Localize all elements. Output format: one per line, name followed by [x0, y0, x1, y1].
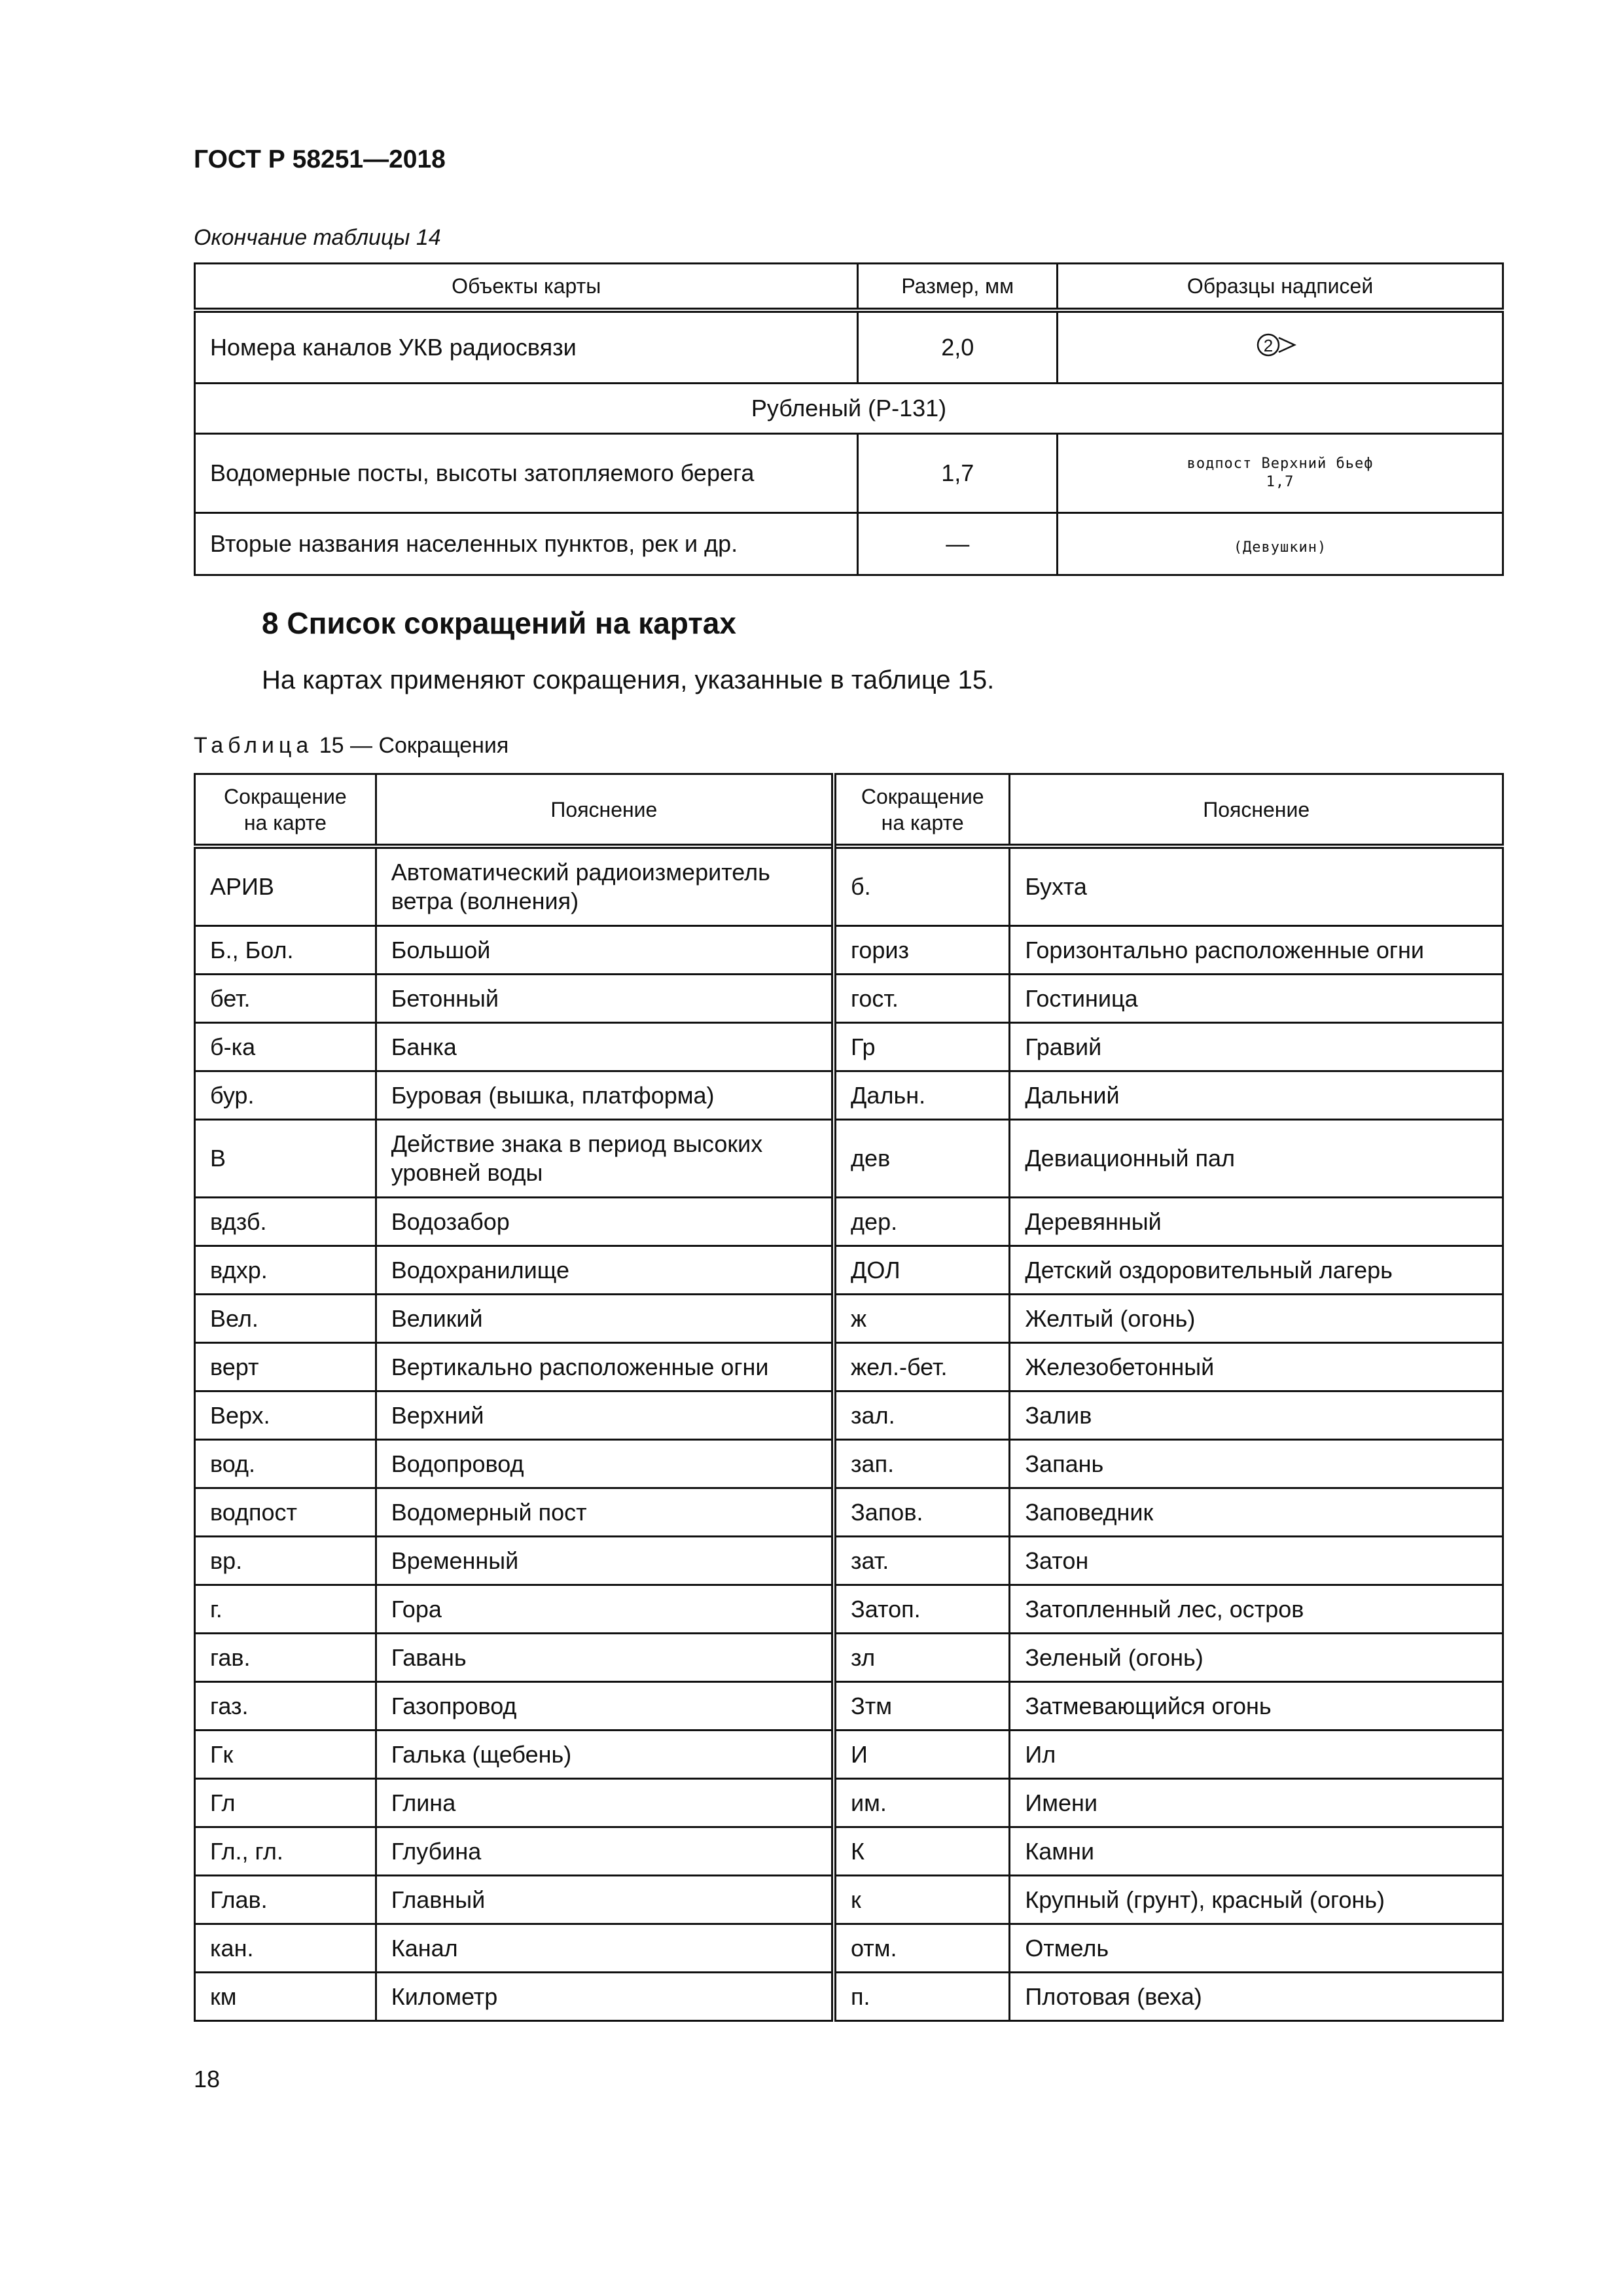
t15-expl-left: Гора — [376, 1585, 834, 1634]
t15-abbr-left: кан. — [195, 1924, 376, 1973]
t15-header-abbr-line1: Сокращение — [861, 784, 984, 808]
t15-abbr-right: гориз — [834, 926, 1010, 975]
table-row — [195, 1440, 1503, 1488]
t15-abbr-left: В — [195, 1120, 376, 1198]
table-row — [195, 1731, 1503, 1779]
t15-expl-left: Главный — [376, 1876, 834, 1924]
t15-abbr-left: б-ка — [195, 1023, 376, 1071]
t15-abbr-left: вод. — [195, 1440, 376, 1488]
table15-caption-label: Таблица — [194, 733, 313, 758]
t15-header-abbr-line2: на карте — [881, 810, 964, 834]
t15-abbr-right: Зтм — [834, 1682, 1010, 1731]
t15-abbr-left: верт — [195, 1343, 376, 1391]
t15-expl-left: Километр — [376, 1973, 834, 2021]
table14-caption: Окончание таблицы 14 — [194, 225, 441, 250]
t15-expl-right: Заповедник — [1010, 1488, 1503, 1537]
t15-expl-right: Бухта — [1010, 846, 1503, 926]
t15-header-abbr-right — [834, 774, 1010, 847]
t15-abbr-left: бет. — [195, 975, 376, 1023]
t14-sample — [1058, 310, 1503, 384]
t15-abbr-left: вдхр. — [195, 1246, 376, 1295]
t15-abbr-left: Вел. — [195, 1295, 376, 1343]
t15-body — [195, 846, 1503, 2021]
table-row — [195, 1120, 1503, 1198]
t15-expl-left: Великий — [376, 1295, 834, 1343]
t15-expl-left: Газопровод — [376, 1682, 834, 1731]
t15-abbr-left: Гл — [195, 1779, 376, 1827]
t14-header-objects: Объекты карты — [195, 264, 858, 311]
t15-abbr-right: дев — [834, 1120, 1010, 1198]
t15-abbr-right: Затоп. — [834, 1585, 1010, 1634]
table-row — [195, 975, 1503, 1023]
t15-expl-right: Желтый (огонь) — [1010, 1295, 1503, 1343]
table-row — [195, 1682, 1503, 1731]
t15-header-abbr-line2: на карте — [243, 810, 327, 834]
t15-expl-right: Затон — [1010, 1537, 1503, 1585]
t15-abbr-left: вр. — [195, 1537, 376, 1585]
table-row — [195, 1537, 1503, 1585]
t15-abbr-left: Гк — [195, 1731, 376, 1779]
page-number: 18 — [194, 2066, 221, 2092]
t15-abbr-right: жел.-бет. — [834, 1343, 1010, 1391]
t15-abbr-left: г. — [195, 1585, 376, 1634]
t15-expl-left: Бетонный — [376, 975, 834, 1023]
t15-expl-right: Железобетонный — [1010, 1343, 1503, 1391]
t15-expl-left: Глина — [376, 1779, 834, 1827]
t14-object: Номера каналов УКВ радиосвязи — [195, 310, 858, 384]
t15-expl-left: Вертикально расположенные огни — [376, 1343, 834, 1391]
t14-sample-text: (Девушкин) — [1233, 539, 1327, 556]
table-row — [195, 1198, 1503, 1246]
table-row — [195, 1634, 1503, 1682]
t15-abbr-right: Гр — [834, 1023, 1010, 1071]
table-row — [195, 1827, 1503, 1876]
t15-expl-left: Большой — [376, 926, 834, 975]
t15-expl-right: Зеленый (огонь) — [1010, 1634, 1503, 1682]
t15-expl-right: Запань — [1010, 1440, 1503, 1488]
t15-expl-right: Залив — [1010, 1391, 1503, 1440]
t15-abbr-right: К — [834, 1827, 1010, 1876]
t15-expl-right: Горизонтально расположенные огни — [1010, 926, 1503, 975]
table-row — [195, 926, 1503, 975]
table-row — [195, 1779, 1503, 1827]
t15-abbr-right: ДОЛ — [834, 1246, 1010, 1295]
table-row — [195, 1023, 1503, 1071]
t15-expl-right: Детский оздоровительный лагерь — [1010, 1246, 1503, 1295]
table-row — [195, 1973, 1503, 2021]
t15-expl-right: Дальний — [1010, 1071, 1503, 1120]
t15-expl-left: Буровая (вышка, платформа) — [376, 1071, 834, 1120]
t14-size: — — [858, 513, 1058, 575]
t15-abbr-left: км — [195, 1973, 376, 2021]
t14-header-samples: Образцы надписей — [1058, 264, 1503, 311]
section-title: 8 Список сокращений на картах — [262, 606, 736, 640]
table-row — [195, 1246, 1503, 1295]
t15-expl-right: Ил — [1010, 1731, 1503, 1779]
table-row — [195, 310, 1503, 384]
t15-abbr-right: Запов. — [834, 1488, 1010, 1537]
vhf-channel-marker-icon — [1254, 329, 1306, 361]
t15-expl-right: Затопленный лес, остров — [1010, 1585, 1503, 1634]
t15-abbr-right: зал. — [834, 1391, 1010, 1440]
table-row — [195, 1876, 1503, 1924]
t14-sample-line2: 1,7 — [1266, 474, 1294, 490]
t15-expl-left: Водопровод — [376, 1440, 834, 1488]
t15-abbr-left: гав. — [195, 1634, 376, 1682]
t15-header-abbr-line1: Сокращение — [224, 784, 347, 808]
t15-header-expl-left: Пояснение — [376, 774, 834, 847]
t15-expl-right: Плотовая (веха) — [1010, 1973, 1503, 2021]
t15-expl-right: Гравий — [1010, 1023, 1503, 1071]
t15-abbr-right: гост. — [834, 975, 1010, 1023]
vhf-channel-number: 2 — [1263, 335, 1274, 355]
t15-expl-left: Временный — [376, 1537, 834, 1585]
t15-abbr-left: Глав. — [195, 1876, 376, 1924]
t15-header-expl-right: Пояснение — [1010, 774, 1503, 847]
t15-expl-right: Затмевающийся огонь — [1010, 1682, 1503, 1731]
t15-expl-left: Гавань — [376, 1634, 834, 1682]
table-row — [195, 1391, 1503, 1440]
table-row — [195, 1295, 1503, 1343]
t15-abbr-right: отм. — [834, 1924, 1010, 1973]
t15-expl-right: Камни — [1010, 1827, 1503, 1876]
t14-size: 1,7 — [858, 434, 1058, 513]
table-14 — [194, 262, 1504, 576]
document-code: ГОСТ Р 58251—2018 — [194, 145, 446, 173]
t14-header-size: Размер, мм — [858, 264, 1058, 311]
t14-object: Водомерные посты, высоты затопляемого берега — [195, 434, 858, 513]
t15-expl-right: Девиационный пал — [1010, 1120, 1503, 1198]
table15-caption-rest: 15 — Сокращения — [313, 733, 509, 758]
t15-abbr-right: ж — [834, 1295, 1010, 1343]
t15-abbr-right: И — [834, 1731, 1010, 1779]
t15-abbr-right: б. — [834, 846, 1010, 926]
section-paragraph: На картах применяют сокращения, указанные в таблице 15. — [262, 666, 995, 694]
t15-abbr-left: вдзб. — [195, 1198, 376, 1246]
t15-abbr-right: Дальн. — [834, 1071, 1010, 1120]
table-row — [195, 846, 1503, 926]
t15-abbr-right: дер. — [834, 1198, 1010, 1246]
table-row — [195, 1585, 1503, 1634]
t15-expl-right: Крупный (грунт), красный (огонь) — [1010, 1876, 1503, 1924]
t15-abbr-right: зап. — [834, 1440, 1010, 1488]
t15-abbr-left: Верх. — [195, 1391, 376, 1440]
t15-expl-left: Водохранилище — [376, 1246, 834, 1295]
t15-abbr-right: п. — [834, 1973, 1010, 2021]
table15-caption — [194, 733, 508, 759]
t15-expl-left: Галька (щебень) — [376, 1731, 834, 1779]
t15-abbr-left: газ. — [195, 1682, 376, 1731]
t15-header-abbr-left — [195, 774, 376, 847]
t15-abbr-right: зат. — [834, 1537, 1010, 1585]
t15-expl-left: Водомерный пост — [376, 1488, 834, 1537]
t15-abbr-left: водпост — [195, 1488, 376, 1537]
t15-expl-left: Банка — [376, 1023, 834, 1071]
t15-expl-left: Водозабор — [376, 1198, 834, 1246]
t15-abbr-left: Б., Бол. — [195, 926, 376, 975]
t15-abbr-right: к — [834, 1876, 1010, 1924]
t14-sample-line1: водпост Верхний бьеф — [1186, 456, 1374, 472]
table-15 — [194, 773, 1504, 2022]
t15-expl-left: Действие знака в период высоких уровней воды — [376, 1120, 834, 1198]
t14-font-row: Рубленый (Р-131) — [195, 384, 1503, 434]
t15-expl-left: Верхний — [376, 1391, 834, 1440]
t15-expl-right: Имени — [1010, 1779, 1503, 1827]
t15-expl-left: Канал — [376, 1924, 834, 1973]
t14-sample — [1058, 434, 1503, 513]
t15-expl-right: Деревянный — [1010, 1198, 1503, 1246]
t14-sample — [1058, 513, 1503, 575]
t14-object: Вторые названия населенных пунктов, рек и др. — [195, 513, 858, 575]
t15-expl-right: Отмель — [1010, 1924, 1503, 1973]
t15-expl-left: Автоматический радиоизмеритель ветра (волнения) — [376, 846, 834, 926]
t15-abbr-right: зл — [834, 1634, 1010, 1682]
table-row — [195, 1488, 1503, 1537]
t15-expl-left: Глубина — [376, 1827, 834, 1876]
table-row — [195, 1071, 1503, 1120]
table-row — [195, 434, 1503, 513]
table-row — [195, 513, 1503, 575]
t15-abbr-right: им. — [834, 1779, 1010, 1827]
table-row — [195, 384, 1503, 434]
t15-abbr-left: АРИВ — [195, 846, 376, 926]
t15-abbr-left: Гл., гл. — [195, 1827, 376, 1876]
table-row — [195, 1343, 1503, 1391]
t15-abbr-left: бур. — [195, 1071, 376, 1120]
t14-size: 2,0 — [858, 310, 1058, 384]
t15-expl-right: Гостиница — [1010, 975, 1503, 1023]
table-row — [195, 1924, 1503, 1973]
